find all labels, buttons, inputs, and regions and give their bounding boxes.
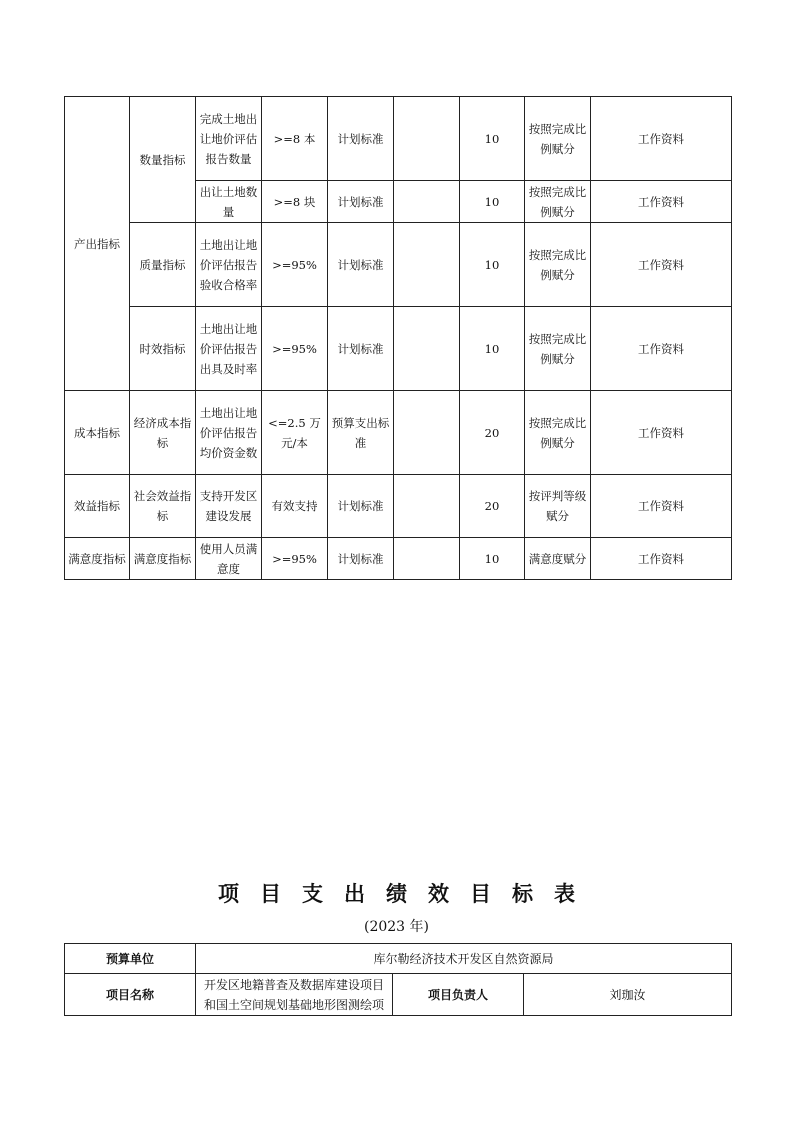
source-cell: 工作资料 xyxy=(591,391,732,475)
source-cell: 工作资料 xyxy=(591,181,732,223)
project-owner-label: 项目负责人 xyxy=(393,974,524,1016)
table-row xyxy=(65,974,732,1016)
level2-cell: 经济成本指标 xyxy=(130,391,196,475)
basis-cell: 计划标准 xyxy=(328,223,394,307)
score-cell: 10 xyxy=(460,97,525,181)
table-row xyxy=(65,944,732,974)
score-cell: 10 xyxy=(460,538,525,580)
year-subtitle: (2023 年) xyxy=(363,919,429,935)
score-cell: 10 xyxy=(460,181,525,223)
page-title: 项目支出绩效目标表 xyxy=(218,882,596,906)
method-cell: 按照完成比例赋分 xyxy=(525,97,591,181)
source-cell: 工作资料 xyxy=(591,223,732,307)
actual-cell xyxy=(394,538,460,580)
indicator-cell: 使用人员满意度 xyxy=(196,538,262,580)
basis-cell: 计划标准 xyxy=(328,538,394,580)
indicator-cell: 完成土地出让地价评估报告数量 xyxy=(196,97,262,181)
method-cell: 按评判等级赋分 xyxy=(525,475,591,538)
actual-cell xyxy=(394,475,460,538)
basis-cell: 计划标准 xyxy=(328,181,394,223)
actual-cell xyxy=(394,307,460,391)
source-cell: 工作资料 xyxy=(591,97,732,181)
basis-cell: 计划标准 xyxy=(328,475,394,538)
actual-cell xyxy=(394,223,460,307)
project-owner-value: 刘珈汝 xyxy=(524,974,732,1016)
indicator-cell: 土地出让地价评估报告验收合格率 xyxy=(196,223,262,307)
project-info-table xyxy=(64,943,732,1016)
table-row xyxy=(65,307,732,391)
value-cell: >=8 块 xyxy=(262,181,328,223)
method-cell: 按照完成比例赋分 xyxy=(525,181,591,223)
table-row xyxy=(65,97,732,181)
score-cell: 10 xyxy=(460,223,525,307)
source-cell: 工作资料 xyxy=(591,475,732,538)
basis-cell: 计划标准 xyxy=(328,97,394,181)
method-cell: 按照完成比例赋分 xyxy=(525,307,591,391)
indicator-table xyxy=(64,96,732,580)
value-cell: >=95% xyxy=(262,538,328,580)
actual-cell xyxy=(394,391,460,475)
project-name-label: 项目名称 xyxy=(65,974,196,1016)
indicator-cell: 支持开发区建设发展 xyxy=(196,475,262,538)
actual-cell xyxy=(394,181,460,223)
score-cell: 10 xyxy=(460,307,525,391)
level1-cell: 满意度指标 xyxy=(65,538,130,580)
level2-cell: 满意度指标 xyxy=(130,538,196,580)
table-row xyxy=(65,223,732,307)
basis-cell: 预算支出标准 xyxy=(328,391,394,475)
level1-cell: 效益指标 xyxy=(65,475,130,538)
level1-cell: 成本指标 xyxy=(65,391,130,475)
budget-unit-label: 预算单位 xyxy=(65,944,196,974)
source-cell: 工作资料 xyxy=(591,307,732,391)
level2-cell: 质量指标 xyxy=(130,223,196,307)
table-row xyxy=(65,538,732,580)
indicator-cell: 出让土地数量 xyxy=(196,181,262,223)
level2-cell: 时效指标 xyxy=(130,307,196,391)
value-cell: <=2.5 万元/本 xyxy=(262,391,328,475)
method-cell: 按照完成比例赋分 xyxy=(525,391,591,475)
level2-cell: 数量指标 xyxy=(130,97,196,223)
value-cell: >=95% xyxy=(262,307,328,391)
score-cell: 20 xyxy=(460,475,525,538)
actual-cell xyxy=(394,97,460,181)
value-cell: >=95% xyxy=(262,223,328,307)
source-cell: 工作资料 xyxy=(591,538,732,580)
level1-cell: 产出指标 xyxy=(65,97,130,391)
project-name-value: 开发区地籍普查及数据库建设项目和国土空间规划基础地形图测绘项 xyxy=(196,974,393,1016)
indicator-cell: 土地出让地价评估报告均价资金数 xyxy=(196,391,262,475)
score-cell: 20 xyxy=(460,391,525,475)
level2-cell: 社会效益指标 xyxy=(130,475,196,538)
value-cell: 有效支持 xyxy=(262,475,328,538)
value-cell: >=8 本 xyxy=(262,97,328,181)
indicator-cell: 土地出让地价评估报告出具及时率 xyxy=(196,307,262,391)
table-row xyxy=(65,391,732,475)
budget-unit-value: 库尔勒经济技术开发区自然资源局 xyxy=(196,944,732,974)
method-cell: 按照完成比例赋分 xyxy=(525,223,591,307)
method-cell: 满意度赋分 xyxy=(525,538,591,580)
basis-cell: 计划标准 xyxy=(328,307,394,391)
table-row xyxy=(65,475,732,538)
